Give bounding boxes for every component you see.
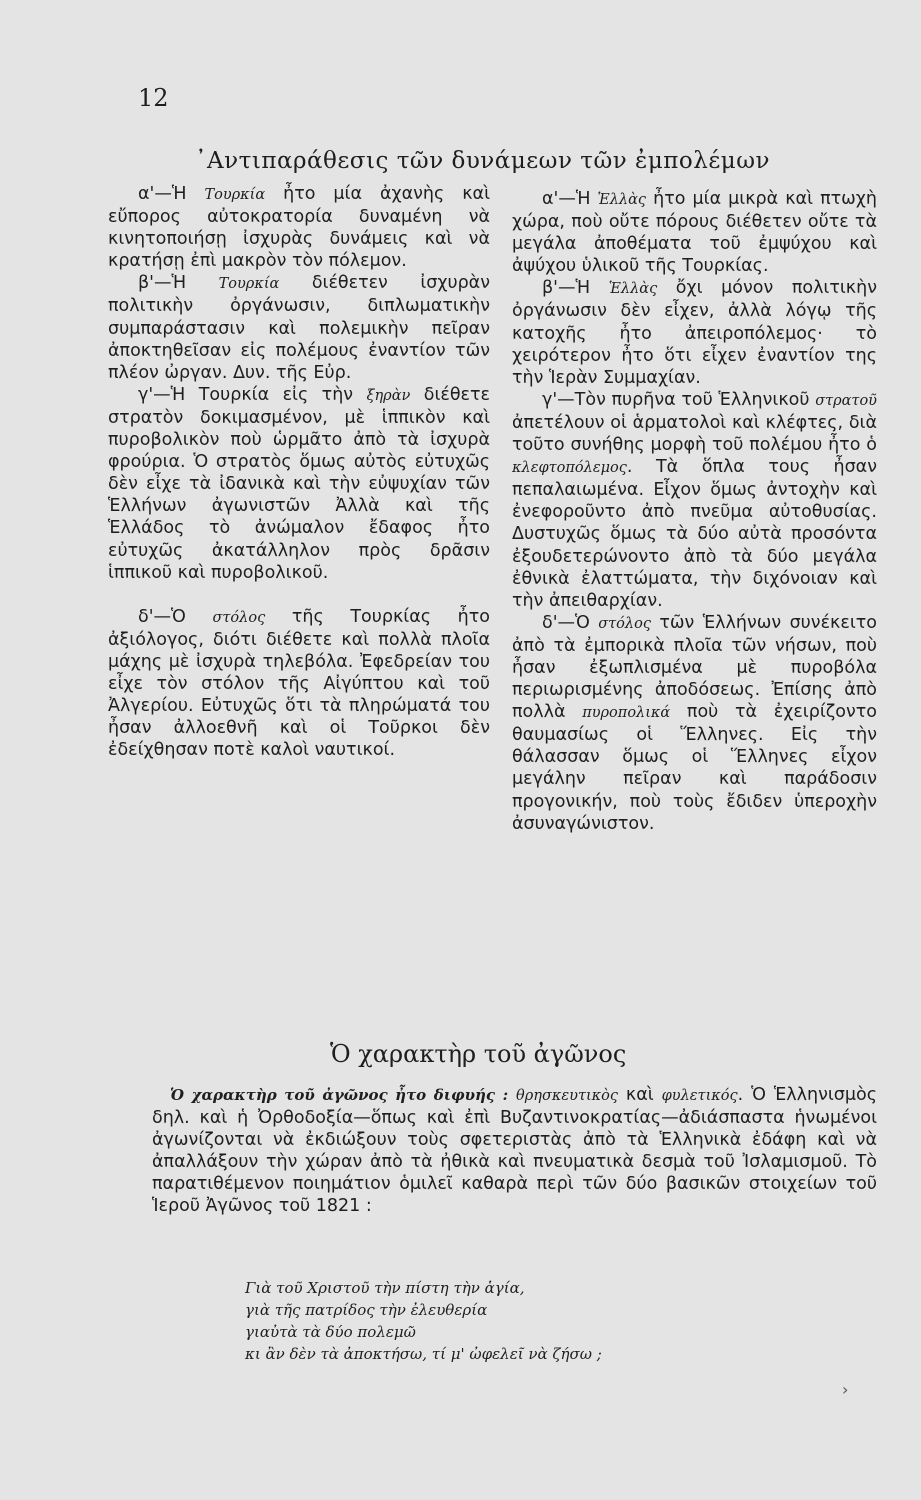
- poem-line: Γιὰ τοῦ Χριστοῦ τὴν πίστη τὴν ἁγία,: [245, 1279, 525, 1297]
- margin-mark: ›: [842, 1380, 849, 1399]
- poem-line: κι ἂν δὲν τὰ ἀποκτήσω, τί μ' ὠφελεῖ νὰ ζήσω ;: [245, 1345, 602, 1363]
- left-paragraph-a: α'—Ἡ Τουρκία ἦτο μία ἀχανὴς καὶ εὔπορος αὐτοκρατορία δυναμένη νὰ κινητοποιήσῃ ἰσχυρὰς δυνάμεις καὶ νὰ κρατήσῃ ἐπὶ μακρὸν τὸν πόλεμον.: [108, 184, 491, 272]
- section2-title: Ὁ χαρακτὴρ τοῦ ἀγῶνος: [330, 1040, 627, 1068]
- page-number: 12: [138, 84, 169, 112]
- right-column-greece: [512, 188, 877, 835]
- section-title: ᾿Αντιπαράθεσις τῶν δυνάμεων τῶν ἐμπολέμων: [195, 148, 770, 174]
- left-paragraph-d: δ'—Ὁ στόλος τῆς Τουρκίας ἦτο ἀξιόλογος, διότι διέθετε καὶ πολλὰ πλοῖα μάχης μὲ ἰσχυρὰ τηλεβόλα. Ἐφεδρείαν του εἶχε τὸν στόλον τῆς Αἰγύπτου καὶ τοῦ Ἀλγερίου. Εὐτυχῶς ὅτι τὰ πληρώματά του ἦσαν ἀλλοεθνῆ καὶ οἱ Τοῦρκοι δὲν ἐδείχθησαν ποτὲ καλοὶ ναυτικοί.: [108, 606, 490, 761]
- left-column-turkey: [108, 183, 490, 761]
- left-paragraph-c: γ'—Ἡ Τουρκία εἰς τὴν ξηρὰν διέθετε στρατὸν δοκιμασμένον, μὲ ἱππικὸν καὶ πυροβολικὸν ποὺ ὡρμᾶτο ἀπὸ τὰ ἰσχυρὰ φρούρια. Ὁ στρατὸς ὅμως αὐτὸς εὐτυχῶς δὲν εἶχε τὰ ἰδανικὰ καὶ τὴν εὐψυχίαν τῶν Ἑλλήνων ἀγωνιστῶν Ἀλλὰ καὶ τῆς Ἑλλάδος τὸ ἀνώμαλον ἔδαφος ἦτο εὐτυχῶς ἀκατάλληλον πρὸς δρᾶσιν ἱππικοῦ καὶ πυροβολικοῦ.: [108, 384, 490, 583]
- poem-line: γιὰ τῆς πατρίδος τὴν ἐλευθερία: [245, 1301, 488, 1319]
- right-paragraph-b: β'—Ἡ Ἑλλὰς ὄχι μόνον πολιτικὴν ὀργάνωσιν δὲν εἶχεν, ἀλλὰ λόγῳ τῆς κατοχῆς ἦτο ἀπειροπόλεμος· τὸ χειρότερον ἦτο ὅτι εἶχεν ἐναντίον της τὴν Ἱερὰν Συμμαχίαν.: [512, 278, 877, 388]
- right-paragraph-c: γ'—Τὸν πυρῆνα τοῦ Ἑλληνικοῦ στρατοῦ ἀπετέλουν οἱ ἁρματολοὶ καὶ κλέφτες, διὰ τοῦτο συνήθης μορφὴ τοῦ πολέμου ἦτο ὁ κλεφτοπόλεμος. Τὰ ὅπλα τους ἦσαν πεπαλαιωμένα. Εἶχον ὅμως ἀντοχὴν καὶ ἐνεφοροῦντο ἀπὸ πνεῦμα αὐτοθυσίας. Δυστυχῶς ὅμως τὰ δύο αὐτὰ προσόντα ἐξουδετερώνοντο ἀπὸ τὰ δύο μεγάλα ἐθνικὰ ἐλαττώματα, τὴν διχόνοιαν καὶ τὴν ἀπειθαρχίαν.: [512, 389, 877, 611]
- right-paragraph-a: α'—Ἡ Ἑλλὰς ἦτο μία μικρὰ καὶ πτωχὴ χώρα, ποὺ οὔτε πόρους διέθετεν οὔτε τὰ μεγάλα ἀποθέματα τοῦ ἐμψύχου καὶ ἀψύχου ὑλικοῦ τῆς Τουρκίας.: [512, 189, 878, 277]
- poem: [245, 1277, 765, 1365]
- poem-line: γιαὐτὰ τὰ δύο πολεμῶ: [245, 1323, 416, 1341]
- right-paragraph-d: δ'—Ὁ στόλος τῶν Ἑλλήνων συνέκειτο ἀπὸ τὰ ἐμπορικὰ πλοῖα τῶν νήσων, ποὺ ἦσαν ἐξωπλισμένα μὲ πυροβόλα περιωρισμένης ἀποδόσεως. Ἐπίσης ἀπὸ πολλὰ πυροπολικά ποὺ τὰ ἐχειρίζοντο θαυμασίως οἱ Ἕλληνες. Εἰς τὴν θάλασσαν ὅμως οἱ Ἕλληνες εἶχον μεγάλην πεῖραν καὶ παράδοσιν προγονικήν, ποὺ τοὺς ἔδιδεν ὑπεροχὴν ἀσυναγώνιστον.: [512, 612, 877, 834]
- character-paragraph: Ὁ χαρακτὴρ τοῦ ἀγῶνος ἦτο διφυής : θρησκευτικὸς καὶ φυλετικός. Ὁ Ἑλληνισμὸς δηλ. καὶ ἡ Ὀρθοδοξία—ὅπως καὶ ἐπὶ Βυζαντινοκρατίας—ἀδιάσπαστα ἡνωμένοι ἀγωνίζονται νὰ ἐκδιώξουν τοὺς σφετεριστὰς ἀπὸ τὰ Ἑλληνικὰ ἐδάφη καὶ νὰ ἀπαλλάξουν τὴν χώραν ἀπὸ τὰ ἠθικὰ καὶ πνευματικὰ δεσμὰ τοῦ Ἰσλαμισμοῦ. Τὸ παρατιθέμενον ποιημάτιον ὁμιλεῖ καθαρὰ περὶ τῶν δύο βασικῶν στοιχείων τοῦ Ἱεροῦ Ἀγῶνος τοῦ 1821 :: [152, 1085, 877, 1216]
- left-paragraph-b: β'—Ἡ Τουρκία διέθετεν ἰσχυρὰν πολιτικὴν ὀργάνωσιν, διπλωματικὴν συμπαράστασιν καὶ πολεμικὴν πεῖραν ἀποκτηθεῖσαν εἰς πολέμους ἐναντίον τῶν πλέον ὠργαν. Δυν. τῆς Εὐρ.: [108, 273, 490, 383]
